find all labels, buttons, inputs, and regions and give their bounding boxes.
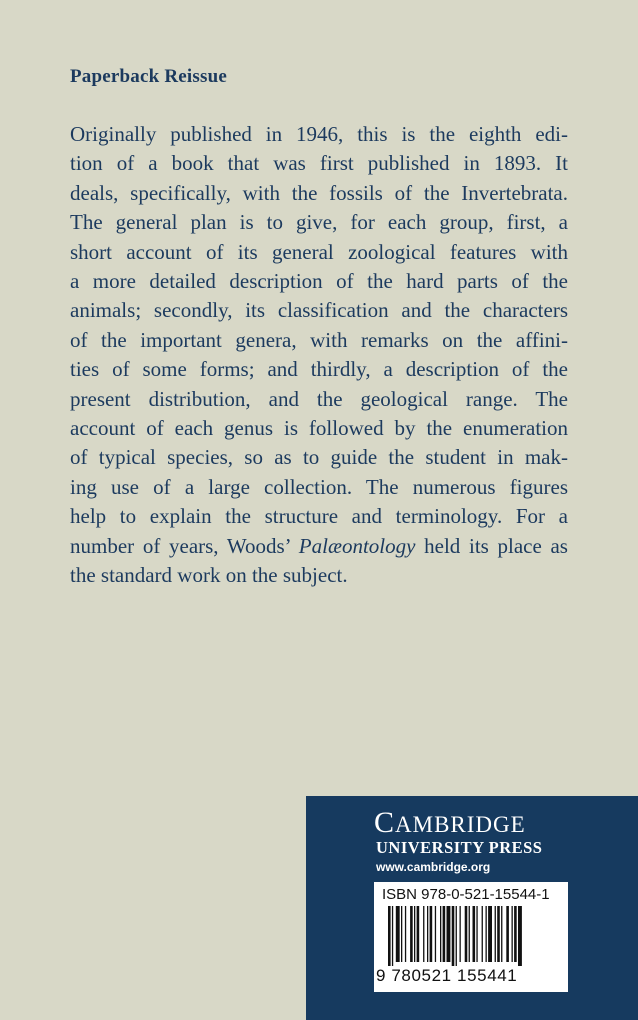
barcode-bar	[514, 906, 517, 962]
barcode-bar	[417, 906, 420, 962]
barcode-bar	[506, 906, 509, 962]
barcode-bar	[495, 906, 496, 962]
barcode-bar	[497, 906, 500, 962]
blurb-line: of typical species, so as to guide the student in mak-	[70, 445, 568, 470]
barcode-bar	[469, 906, 470, 962]
blurb-line: The general plan is to give, for each group, first, a	[70, 210, 568, 235]
barcode-bar	[501, 906, 502, 962]
barcode-bar	[414, 906, 415, 962]
barcode-bar	[430, 906, 433, 962]
barcode-icon	[388, 906, 556, 966]
blurb-line: account of each genus is followed by the enumeration	[70, 416, 568, 441]
blurb-line: ties of some forms; and thirdly, a description of the	[70, 357, 568, 382]
blurb-line: help to explain the structure and terminology. For a	[70, 504, 568, 529]
barcode-bar	[423, 906, 424, 962]
barcode-bar	[435, 906, 436, 962]
blurb-line: present distribution, and the geological range. The	[70, 386, 568, 411]
blurb-text-after-title: held its place as	[415, 533, 568, 558]
barcode-bar	[440, 906, 441, 962]
book-title-italic: Palæontology	[298, 533, 416, 558]
blurb-line: animals; secondly, its classification and the characters	[70, 298, 568, 323]
barcode-bar	[388, 906, 391, 966]
blurb-line: deals, specifically, with the fossils of the Invertebrata.	[70, 180, 568, 205]
blurb-line: a more detailed description of the hard parts of the	[70, 269, 568, 294]
barcode-bar	[443, 906, 446, 962]
blurb-paragraph	[70, 120, 568, 591]
barcode-bar	[405, 906, 406, 962]
barcode-bar	[476, 906, 477, 962]
publisher-subtitle: UNIVERSITY PRESS	[376, 838, 543, 857]
isbn-label: ISBN 978-0-521-15544-1	[382, 886, 550, 903]
blurb-line: ing use of a large collection. The numerous figures	[70, 474, 568, 499]
barcode-bar	[452, 906, 455, 966]
barcode-bar	[396, 906, 400, 962]
barcode-bar	[486, 906, 487, 962]
barcode-bar	[401, 906, 402, 962]
blurb-line: tion of a book that was first published in 1893. It	[70, 151, 568, 176]
barcode-bar	[482, 906, 483, 962]
barcode-bar	[392, 906, 393, 966]
barcode-bar	[518, 906, 522, 966]
publisher-name-initial: C	[374, 806, 396, 839]
barcode-bar	[447, 906, 451, 962]
barcode-bar	[473, 906, 476, 962]
publisher-name-rest: AMBRIDGE	[395, 812, 526, 837]
blurb-last-line: the standard work on the subject.	[70, 563, 348, 588]
blurb-line-with-title	[70, 532, 568, 561]
blurb-line: Originally published in 1946, this is the eighth edi-	[70, 122, 568, 146]
barcode-bar	[427, 906, 428, 962]
barcode-bar	[465, 906, 468, 962]
publisher-url: www.cambridge.org	[376, 860, 491, 874]
blurb-text-before-title: number of years, Woods’	[70, 533, 299, 558]
blurb-line: short account of its general zoological features with	[70, 239, 568, 264]
barcode-bar	[512, 906, 513, 962]
publisher-block	[306, 796, 638, 1020]
publisher-name	[374, 806, 526, 840]
barcode-bar	[410, 906, 413, 962]
barcode-bar	[460, 906, 461, 962]
series-label: Paperback Reissue	[70, 66, 227, 87]
barcode-digits: 9 780521 155441	[376, 966, 518, 985]
barcode-bar	[456, 906, 457, 966]
blurb-line: of the important genera, with remarks on the affini-	[70, 327, 568, 352]
barcode-box	[374, 882, 568, 992]
barcode-bar	[488, 906, 492, 962]
